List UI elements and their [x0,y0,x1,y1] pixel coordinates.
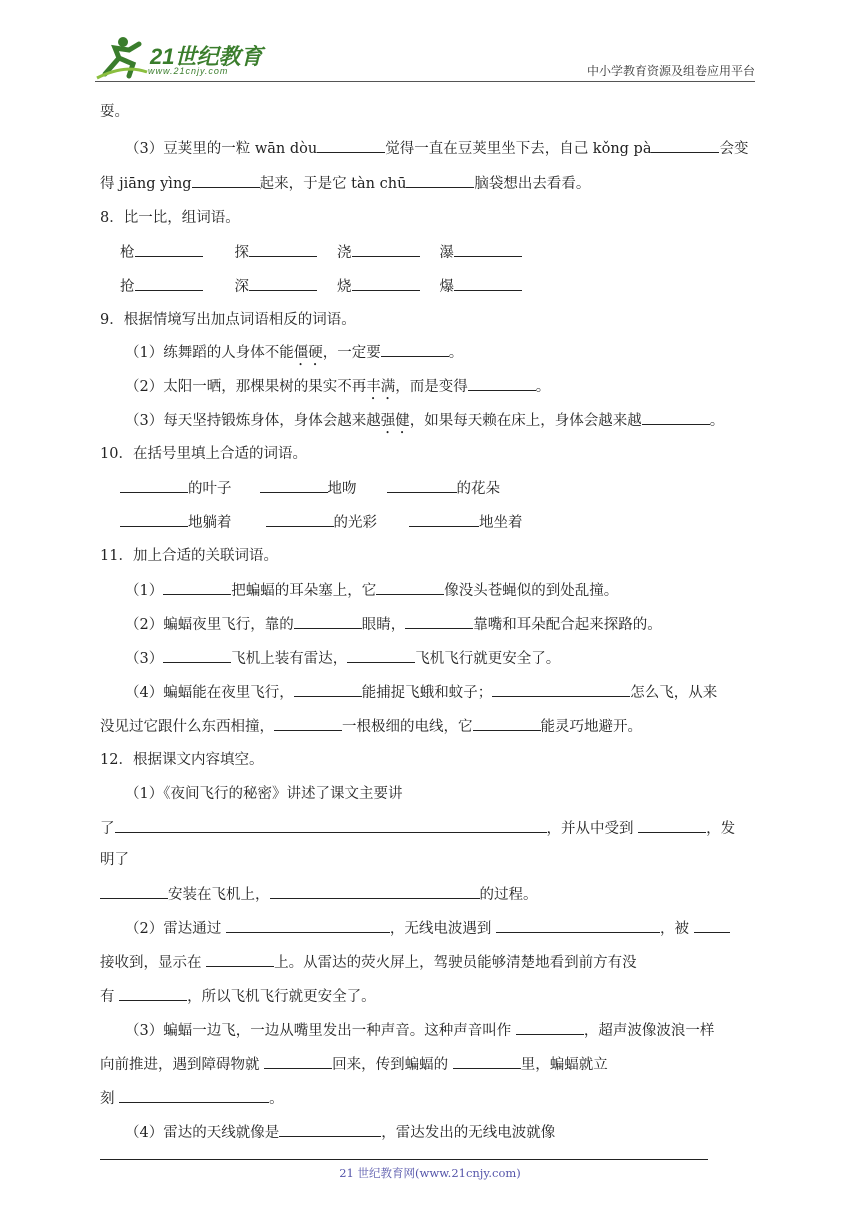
q12-2-line1: （2）雷达通过 ，无线电波遇到 ，被 [125,918,730,939]
q8-title: 8．比一比，组词语。 [100,210,240,226]
header-divider [95,81,755,82]
q10-row2: 地躺着 的光彩 地坐着 [120,512,523,533]
q11-3: （3） 飞机上装有雷达， 飞机飞行就更安全了。 [125,648,560,669]
q8-row1: 枪 探 浇 瀑 [120,242,522,263]
header-title: 中小学教育资源及组卷应用平台 [586,64,755,78]
q11-4-line2: 没见过它跟什么东西相撞， 一根极细的电线，它 能灵巧地避开。 [100,716,642,737]
q12-1-line3: 明了 [100,852,129,868]
q9-2: （2）太阳一晒，那棵果树的果实不再丰满，而是变得 。 [125,376,550,403]
q11-1: （1） 把蝙蝠的耳朵塞上，它 像没头苍蝇似的到处乱撞。 [125,580,618,601]
q11-title: 11．加上合适的关联词语。 [100,548,278,564]
q12-3-line1: （3）蝙蝠一边飞，一边从嘴里发出一种声音。这种声音叫作 ，超声波像波浪一样 [125,1020,714,1041]
q12-1-line1: （1）《夜间飞行的秘密》讲述了课文主要讲 [125,786,403,802]
q9-1: （1）练舞蹈的人身体不能僵硬，一定要 。 [125,342,463,369]
q10-row1: 的叶子 地吻 的花朵 [120,478,500,499]
q12-4-line1: （4）雷达的天线就像是 ，雷达发出的无线电波就像 [125,1122,555,1143]
q8-row2: 抢 深 烧 爆 [120,276,522,297]
q10-title: 10．在括号里填上合适的词语。 [100,446,307,462]
footer-divider [100,1159,708,1160]
footer-text: 21 世纪教育网(www.21cnjy.com) [339,1166,521,1180]
q12-1-line2: 了 ，并从中受到 ，发 [100,818,735,839]
q12-2-line3: 有 ，所以飞机飞行就更安全了。 [100,986,376,1007]
q11-2: （2）蝙蝠夜里飞行，靠的 眼睛， 靠嘴和耳朵配合起来探路的。 [125,614,662,635]
q9-title: 9．根据情境写出加点词语相反的词语。 [100,312,356,328]
q12-title: 12．根据课文内容填空。 [100,752,264,768]
q12-1-line4: 安装在飞机上， 的过程。 [100,884,538,905]
q11-4-line1: （4）蝙蝠能在夜里飞行， 能捕捉飞蛾和蚊子； 怎么飞，从来 [125,682,717,703]
q7-3-line1: （3）豆荚里的一粒 wān dòu 觉得一直在豆荚里坐下去，自己 kǒng pà 会变 [125,138,748,159]
q12-3-line3: 刻 。 [100,1088,284,1109]
q12-2-line2: 接收到，显示在 上。从雷达的荧火屏上，驾驶员能够清楚地看到前方有没 [100,952,637,973]
logo-text: 21世纪教育 [150,44,263,69]
q9-3: （3）每天坚持锻炼身体，身体会越来越强健，如果每天赖在床上，身体会越来越 。 [125,410,724,437]
q7-3-line2: 得 jiāng yìng 起来，于是它 tàn chū 脑袋想出去看看。 [100,173,590,194]
text-line: 耍。 [100,104,129,120]
logo-url: www.21cnjy.com [148,66,229,76]
q12-3-line2: 向前推进，遇到障碍物就 回来，传到蝙蝠的 里，蝙蝠就立 [100,1054,608,1075]
